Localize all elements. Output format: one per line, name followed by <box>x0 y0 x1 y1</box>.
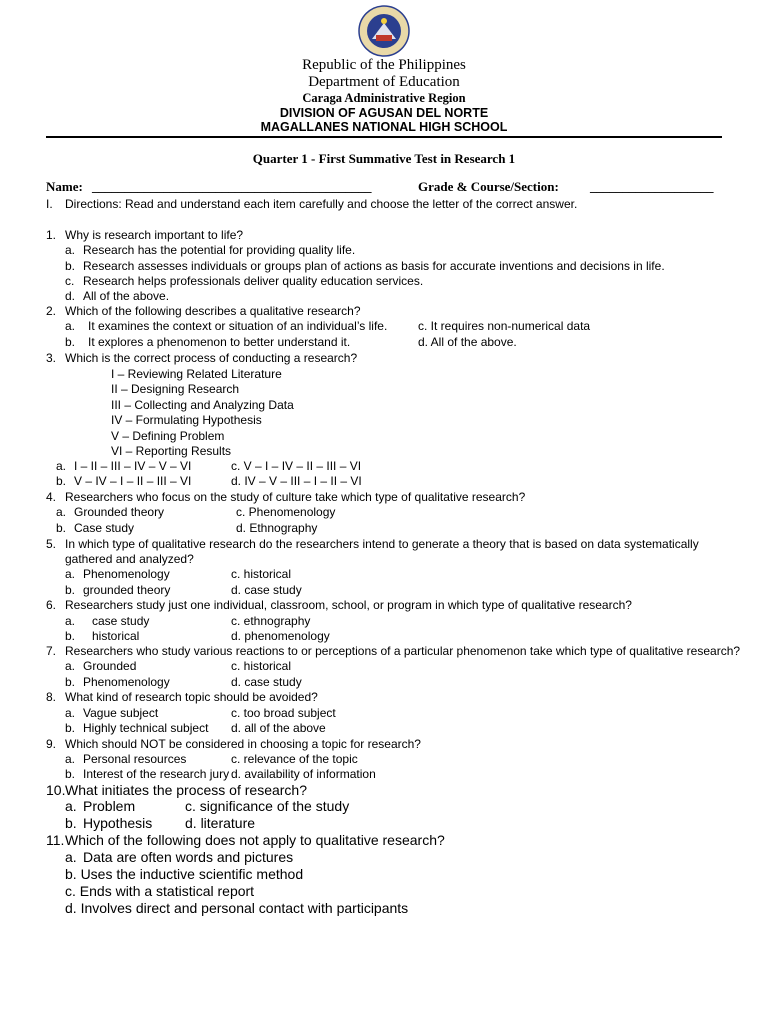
directions-text: Directions: Read and understand each item carefully and choose the letter of the correct answer. <box>65 197 578 211</box>
choice-text: Phenomenology <box>83 567 170 581</box>
choice-letter: a. <box>56 505 67 519</box>
question-text-continued: gathered and analyzed? <box>65 552 194 566</box>
question-number: 5. <box>46 537 57 551</box>
choice-letter: a. <box>65 614 76 628</box>
choice-text: Grounded theory <box>74 505 165 519</box>
choice-text: d. Ethnography <box>236 521 318 535</box>
process-step: II – Designing Research <box>111 382 240 396</box>
choice-letter: b. <box>56 521 67 535</box>
choice-letter: a. <box>65 752 76 766</box>
process-step: V – Defining Problem <box>111 429 225 443</box>
question-number: 11. <box>46 832 65 848</box>
question-text: What kind of research topic should be avoided? <box>65 690 318 704</box>
choice-text: c. It requires non-numerical data <box>418 319 591 333</box>
choice-text: b. Uses the inductive scientific method <box>65 866 304 882</box>
choice-letter: d. <box>65 289 76 303</box>
choice-text: Vague subject <box>83 706 159 720</box>
question-number: 2. <box>46 304 57 318</box>
choice-text: It examines the context or situation of an individual’s life. <box>88 319 388 333</box>
choice-letter: b. <box>65 259 76 273</box>
choice-text: c. V – I – IV – II – III – VI <box>231 459 362 473</box>
choice-letter: a. <box>56 459 67 473</box>
choice-letter: c. <box>65 274 75 288</box>
choice-text: d. availability of information <box>231 767 376 781</box>
header-department: Department of Education <box>308 74 460 90</box>
choice-letter: b. <box>65 335 76 349</box>
choice-letter: b. <box>65 721 76 735</box>
header-divider <box>46 136 722 138</box>
choice-text: c. Phenomenology <box>236 505 336 519</box>
choice-text: case study <box>92 614 150 628</box>
choice-letter: a. <box>65 798 77 814</box>
choice-text: c. significance of the study <box>185 798 350 814</box>
choice-text: Research helps professionals deliver quality education services. <box>83 274 424 288</box>
grade-section-field[interactable]: ___________________ <box>590 179 714 194</box>
choice-letter: b. <box>65 583 76 597</box>
choice-letter: b. <box>65 767 76 781</box>
directions-numeral: I. <box>46 197 53 211</box>
choice-text: c. ethnography <box>231 614 311 628</box>
question-text: In which type of qualitative research do the researchers intend to generate a theory that is based on data systematically <box>65 537 699 551</box>
process-step: VI – Reporting Results <box>111 444 232 458</box>
question-text: Researchers who study various reactions to or perceptions of a particular phenomenon take which type of qualitative research? <box>65 644 741 658</box>
choice-text: Data are often words and pictures <box>83 849 294 865</box>
process-step: I – Reviewing Related Literature <box>111 367 282 381</box>
choice-text: Research assesses individuals or groups plan of actions as basis for accurate inventions and decisions in life. <box>83 259 665 273</box>
question-number: 6. <box>46 598 57 612</box>
choice-text: Phenomenology <box>83 675 170 689</box>
choice-text: grounded theory <box>83 583 171 597</box>
choice-letter: a. <box>65 849 77 865</box>
choice-text: Highly technical subject <box>83 721 209 735</box>
question-text: Which of the following does not apply to qualitative research? <box>65 832 445 848</box>
choice-text: c. Ends with a statistical report <box>65 883 255 899</box>
question-number: 4. <box>46 490 57 504</box>
question-number: 3. <box>46 351 57 365</box>
process-step: IV – Formulating Hypothesis <box>111 413 262 427</box>
choice-text: c. historical <box>231 659 292 673</box>
header-division: DIVISION OF AGUSAN DEL NORTE <box>279 106 489 120</box>
question-text: Researchers who focus on the study of culture take which type of qualitative research? <box>65 490 526 504</box>
choice-text: Research has the potential for providing quality life. <box>83 243 356 257</box>
deped-seal-icon <box>358 5 410 57</box>
choice-text: c. relevance of the topic <box>231 752 358 766</box>
question-text: Researchers study just one individual, classroom, school, or program in which type of qualitative research? <box>65 598 632 612</box>
header-school: MAGALLANES NATIONAL HIGH SCHOOL <box>260 120 508 134</box>
choice-letter: a. <box>65 659 76 673</box>
choice-text: d. case study <box>231 583 302 597</box>
choice-text: I – II – III – IV – V – VI <box>74 459 192 473</box>
choice-letter: b. <box>56 474 67 488</box>
choice-text: Problem <box>83 798 136 814</box>
header-region: Caraga Administrative Region <box>302 91 466 105</box>
choice-text: c. too broad subject <box>231 706 336 720</box>
choice-letter: b. <box>65 675 76 689</box>
question-text: Which should NOT be considered in choosing a topic for research? <box>65 737 421 751</box>
choice-letter: b. <box>65 815 77 831</box>
choice-letter: a. <box>65 706 76 720</box>
question-number: 10. <box>46 782 66 798</box>
choice-text: Case study <box>74 521 135 535</box>
choice-text: d. phenomenology <box>231 629 330 643</box>
choice-text: Grounded <box>83 659 137 673</box>
choice-text: d. case study <box>231 675 302 689</box>
choice-text: d. literature <box>185 815 256 831</box>
question-number: 1. <box>46 228 57 242</box>
choice-letter: a. <box>65 319 76 333</box>
choice-text: All of the above. <box>83 289 170 303</box>
choice-letter: a. <box>65 243 76 257</box>
name-label: Name: <box>46 179 83 194</box>
choice-text: d. Involves direct and personal contact with participants <box>65 900 409 916</box>
choice-text: V – IV – I – II – III – VI <box>74 474 192 488</box>
choice-text: c. historical <box>231 567 292 581</box>
choice-text: d. IV – V – III – I – II – VI <box>231 474 362 488</box>
choice-text: d. all of the above <box>231 721 326 735</box>
question-text: Which is the correct process of conducting a research? <box>65 351 358 365</box>
question-text: Why is research important to life? <box>65 228 244 242</box>
question-text: Which of the following describes a qualitative research? <box>65 304 361 318</box>
test-title: Quarter 1 - First Summative Test in Research 1 <box>252 151 516 166</box>
question-number: 8. <box>46 690 57 704</box>
question-number: 9. <box>46 737 57 751</box>
choice-text: d. All of the above. <box>418 335 517 349</box>
choice-letter: a. <box>65 567 76 581</box>
process-step: III – Collecting and Analyzing Data <box>111 398 294 412</box>
choice-letter: b. <box>65 629 76 643</box>
grade-section-label: Grade & Course/Section: <box>418 179 559 194</box>
question-number: 7. <box>46 644 57 658</box>
choice-text: It explores a phenomenon to better understand it. <box>88 335 351 349</box>
name-field[interactable]: ___________________________________________ <box>92 179 372 194</box>
question-text: What initiates the process of research? <box>65 782 308 798</box>
header-republic: Republic of the Philippines <box>302 57 466 73</box>
choice-text: Personal resources <box>83 752 187 766</box>
choice-text: Interest of the research jury <box>83 767 230 781</box>
choice-text: Hypothesis <box>83 815 153 831</box>
choice-text: historical <box>92 629 140 643</box>
